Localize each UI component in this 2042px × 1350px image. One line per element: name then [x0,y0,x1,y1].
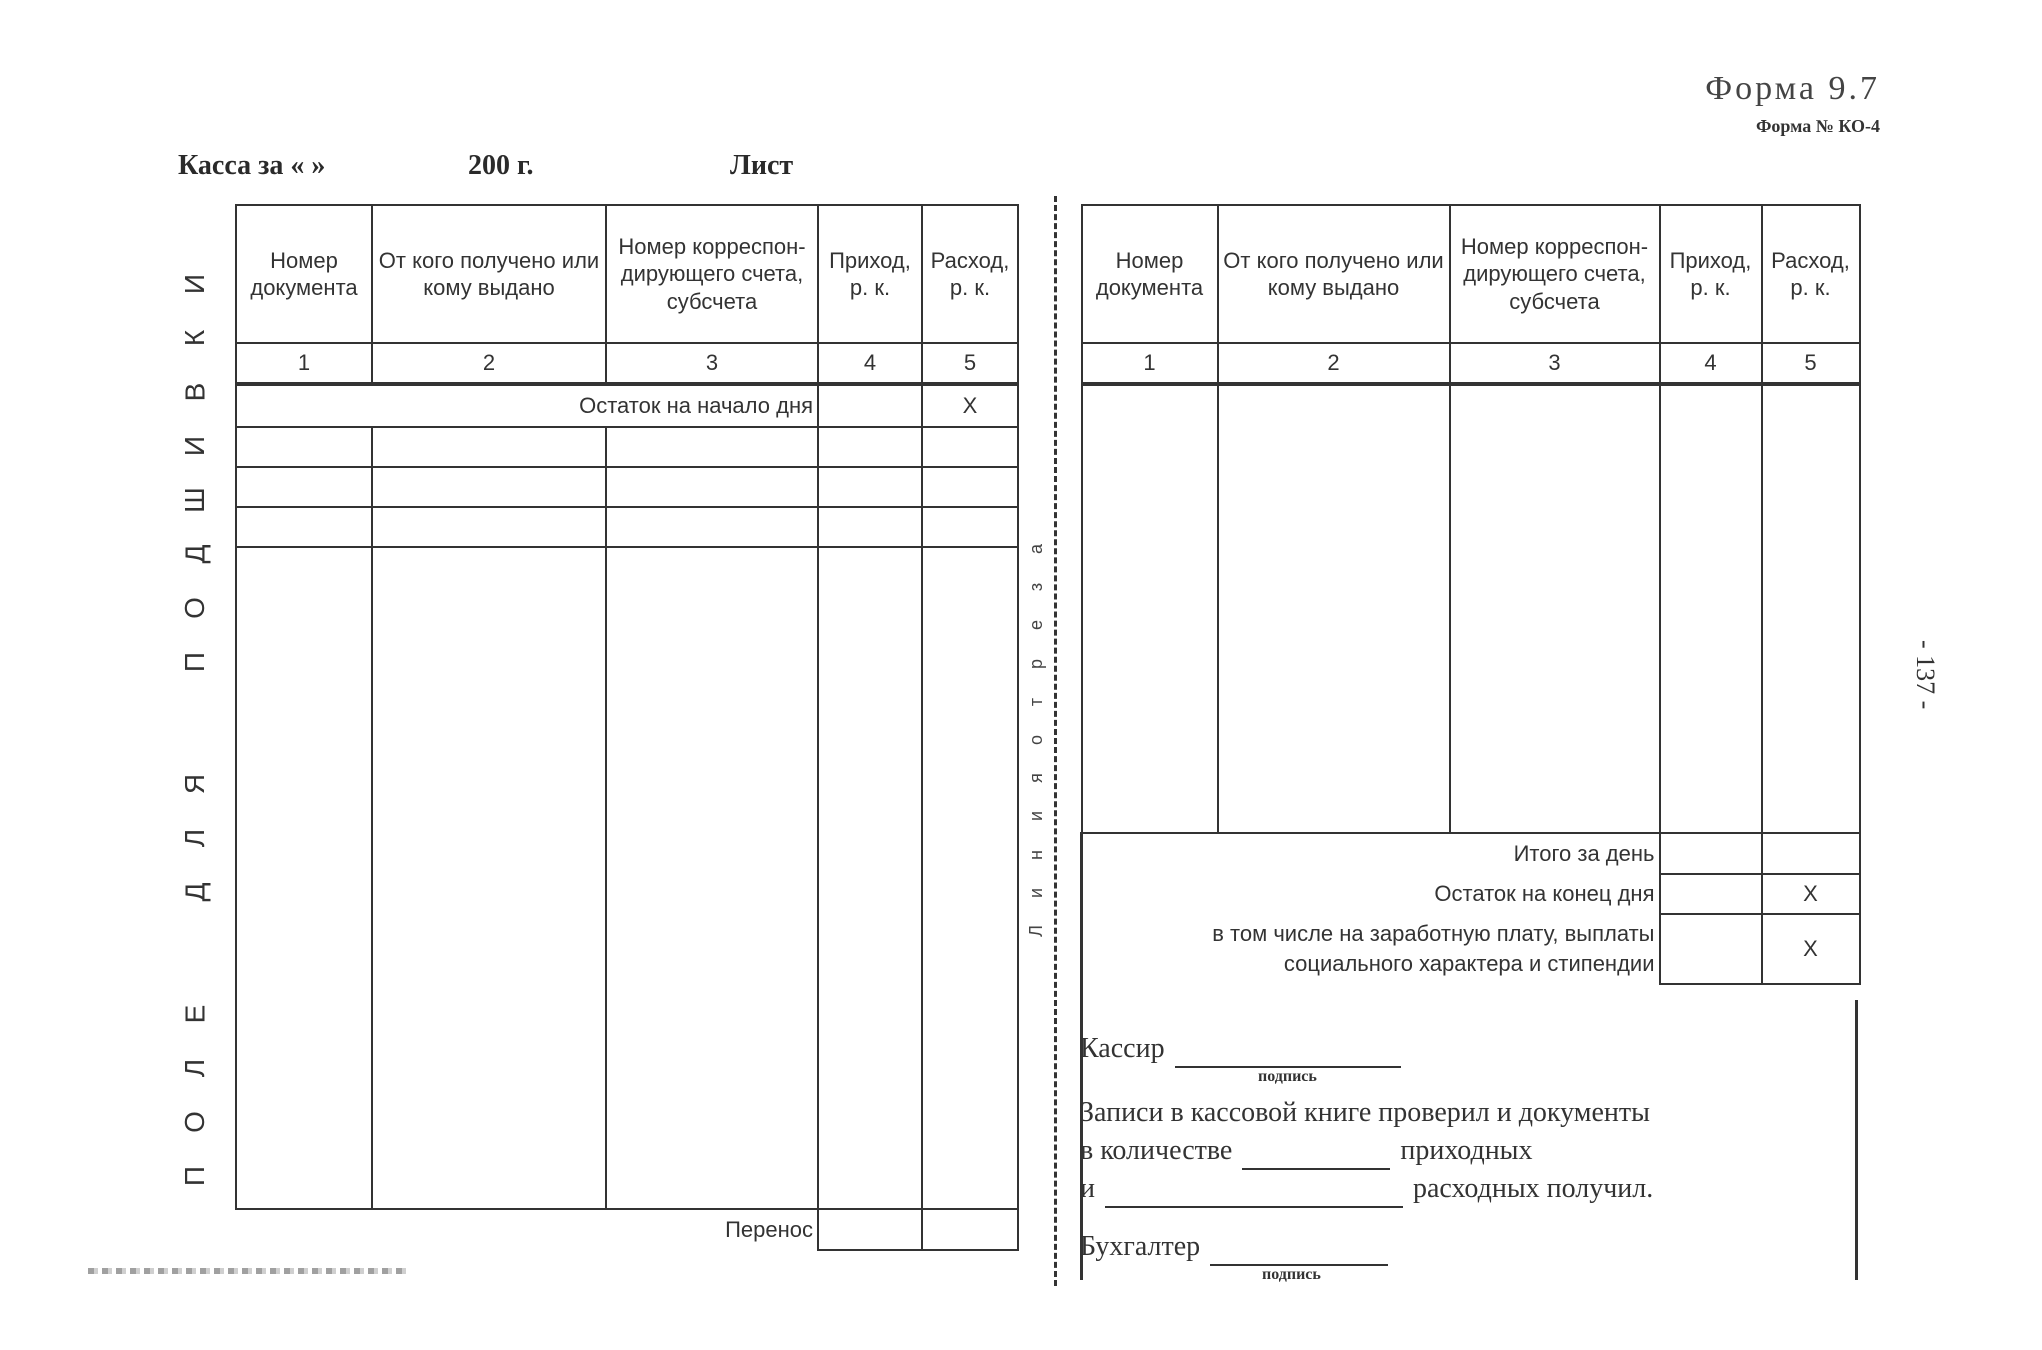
column-numbers-row [1082,343,1860,384]
col-number: 3 [1450,343,1660,384]
col-number: 4 [1660,343,1762,384]
salary-mark: X [1762,914,1860,984]
margin-letter: В [178,382,210,402]
tear-letter: а [1025,543,1046,555]
checked-text [1080,1094,1860,1132]
margin-letter: Д [178,882,210,902]
tear-letter: о [1025,734,1046,745]
header-row [1082,205,1860,343]
opening-balance-label: Остаток на начало дня [236,384,818,427]
day-total-expense-cell[interactable] [1762,833,1860,874]
salary-label-line-2: социального характера и стипендии [1283,951,1655,976]
header-row [236,205,1018,343]
margin-letter: Л [178,828,210,848]
entry-cell[interactable] [606,547,818,1209]
opening-balance-mark: X [922,384,1018,427]
entry-cell[interactable] [1218,384,1450,833]
col-number: 3 [606,343,818,384]
cashier-signature-field[interactable] [1175,1036,1401,1068]
margin-letter: Я [178,773,210,795]
tear-letter: р [1025,658,1046,669]
entry-cell[interactable] [236,427,372,467]
entry-cell[interactable] [606,427,818,467]
tear-letter: т [1026,697,1046,706]
form-title: Форма 9.7 [1705,70,1880,107]
entry-cell[interactable] [818,427,922,467]
table-row [236,427,1018,467]
cash-book-left-sheet [235,204,1019,1251]
accountant-signature-field[interactable] [1210,1234,1388,1266]
col-number: 4 [818,343,922,384]
tear-line-label [1018,540,1054,940]
margin-letter: П [178,651,210,673]
day-total-label: Итого за день [1082,833,1660,874]
col-header-account: Номер корреспон-дирующего счета, субсчета [606,205,818,343]
col-header-income: Приход, р. к. [1660,205,1762,343]
cashier-line [1080,1030,1860,1068]
col-number: 5 [1762,343,1860,384]
salary-label [1082,914,1660,984]
cashier-label: Кассир [1080,1033,1165,1064]
col-number: 2 [1218,343,1450,384]
closing-balance-row [1082,874,1860,914]
incoming-label: приходных [1400,1135,1533,1166]
scan-smudge [88,1268,408,1274]
entry-cell[interactable] [818,547,922,1209]
entry-cell[interactable] [372,427,606,467]
incoming-count-field[interactable] [1242,1138,1390,1170]
sheet-label: Лист [730,150,794,181]
checked-text-label: Записи в кассовой книге проверил и документы [1080,1097,1650,1128]
and-label: и [1080,1173,1095,1204]
column-numbers-row [236,343,1018,384]
closing-balance-mark: X [1762,874,1860,914]
tear-letter: е [1025,620,1046,631]
margin-letter: Ш [178,487,210,513]
carry-income-cell[interactable] [818,1209,922,1250]
tear-line [1054,196,1057,1286]
salary-label-line-1: в том числе на заработную плату, выплаты [1212,921,1655,946]
entry-cell[interactable] [236,507,372,547]
entry-cell[interactable] [1660,384,1762,833]
closing-balance-income-cell[interactable] [1660,874,1762,914]
table-row [236,507,1018,547]
col-number: 5 [922,343,1018,384]
col-header-doc-number: Номер документа [1082,205,1218,343]
salary-row [1082,914,1860,984]
table-body-space [236,547,1018,1209]
binding-margin-text [170,270,220,1190]
margin-letter: Д [178,544,210,564]
margin-letter: И [178,435,210,457]
col-header-doc-number: Номер документа [236,205,372,343]
col-number: 1 [1082,343,1218,384]
accountant-label: Бухгалтер [1080,1231,1201,1262]
outgoing-count-field[interactable] [1105,1176,1403,1208]
table-body-space [1082,384,1860,833]
entry-cell[interactable] [606,467,818,507]
margin-letter: Е [179,1004,210,1024]
day-total-row [1082,833,1860,874]
col-header-from-whom: От кого получено или кому выдано [1218,205,1450,343]
entry-cell[interactable] [922,507,1018,547]
signature-block [1080,1030,1860,1284]
col-number: 1 [236,343,372,384]
margin-letter: Л [179,1058,210,1078]
year-label: 200 г. [468,150,534,181]
salary-income-cell[interactable] [1660,914,1762,984]
carry-row [236,1209,1018,1250]
col-header-account: Номер корреспон-дирующего счета, субсчета [1450,205,1660,343]
entry-cell[interactable] [818,507,922,547]
margin-word-2 [178,770,210,906]
margin-letter: И [178,273,210,295]
margin-letter: К [178,329,210,347]
page-number: - 137 - [1911,640,1940,710]
margin-word-1 [179,1000,210,1190]
col-header-from-whom: От кого получено или кому выдано [372,205,606,343]
entry-cell[interactable] [236,467,372,507]
entry-cell[interactable] [922,547,1018,1209]
outgoing-label: расходных получил. [1412,1173,1654,1204]
quantity-line [1080,1132,1860,1170]
margin-letter: О [178,597,210,619]
entry-cell[interactable] [922,467,1018,507]
cash-book-right-sheet [1080,204,1861,985]
entry-cell[interactable] [372,507,606,547]
accountant-signature-caption: подпись [1262,1266,1321,1283]
entry-cell[interactable] [922,427,1018,467]
margin-letter: П [179,1165,210,1187]
form-code: Форма № КО-4 [1755,116,1880,136]
col-number: 2 [372,343,606,384]
entry-cell[interactable] [372,547,606,1209]
entry-cell[interactable] [818,467,922,507]
carry-expense-cell[interactable] [922,1209,1018,1250]
entry-cell[interactable] [606,507,818,547]
tear-letter: з [1025,583,1046,592]
margin-letter: О [179,1111,210,1133]
col-header-income: Приход, р. к. [818,205,922,343]
entry-cell[interactable] [1450,384,1660,833]
tear-letter: н [1025,849,1046,860]
day-total-income-cell[interactable] [1660,833,1762,874]
col-header-expense: Расход, р. к. [922,205,1018,343]
accountant-line [1080,1228,1860,1266]
cashier-signature-caption: подпись [1258,1068,1317,1085]
quantity-label: в количестве [1080,1135,1233,1166]
margin-word-3 [178,270,210,676]
tear-letter: и [1026,887,1046,898]
outgoing-line [1080,1170,1860,1208]
opening-balance-row [236,384,1018,427]
entry-cell[interactable] [372,467,606,507]
tear-letter: я [1026,773,1046,783]
entry-cell[interactable] [1762,384,1860,833]
closing-balance-label: Остаток на конец дня [1434,881,1655,907]
entry-cell[interactable] [236,547,372,1209]
kassa-date-label: Касса за « » [178,150,326,181]
col-header-expense: Расход, р. к. [1762,205,1860,343]
table-row [236,467,1018,507]
entry-cell[interactable] [1082,384,1218,833]
opening-balance-income-cell[interactable] [818,384,922,427]
carry-label: Перенос [236,1209,818,1250]
tear-letter: Л [1026,924,1046,937]
tear-letter: и [1026,811,1046,822]
